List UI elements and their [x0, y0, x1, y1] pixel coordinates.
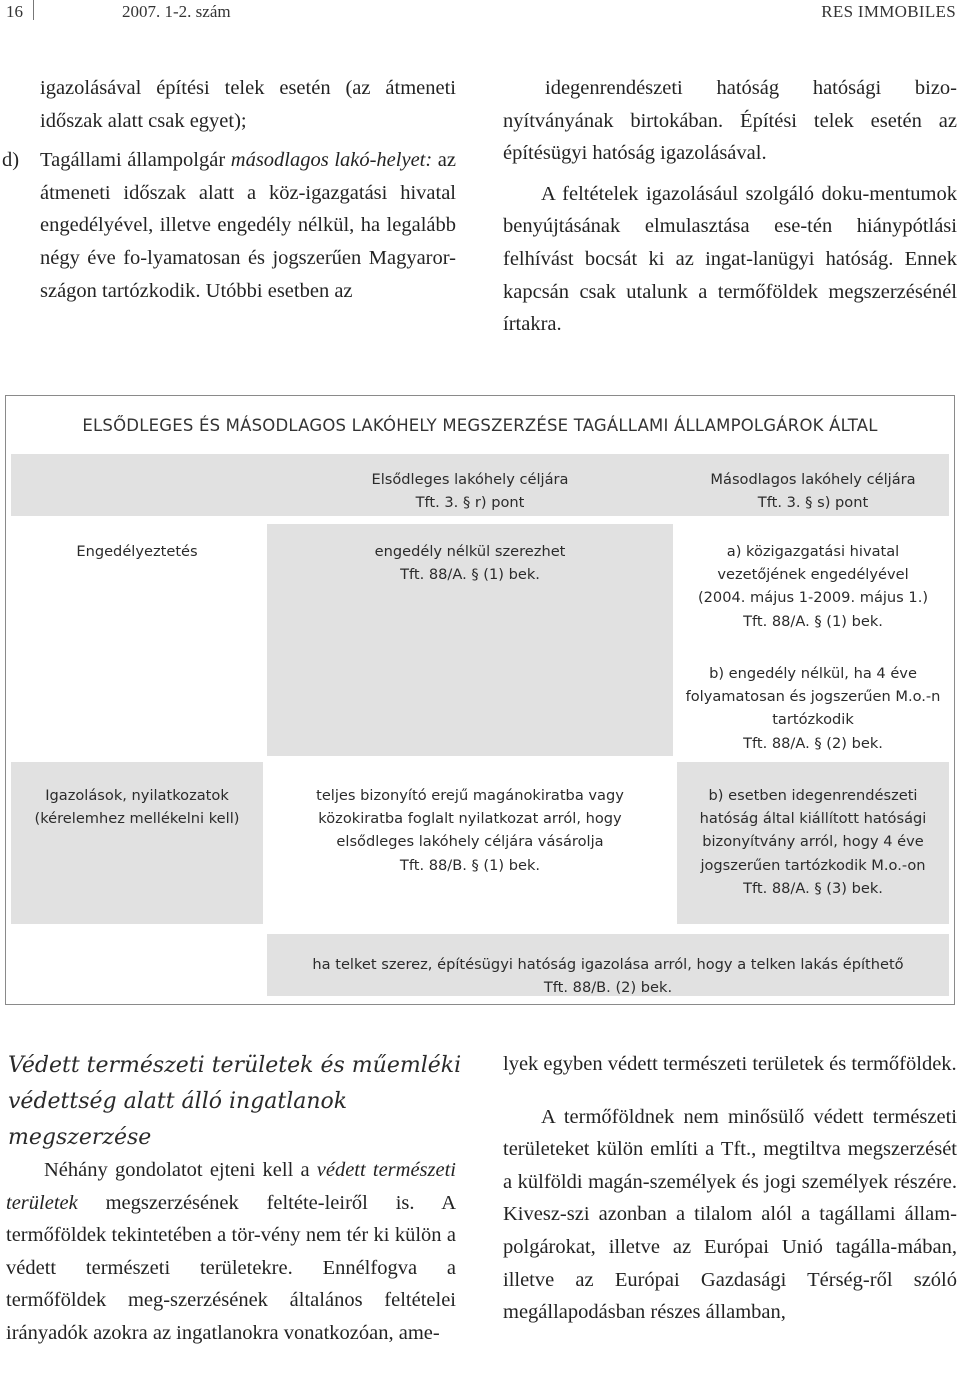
- page-number: 16: [6, 2, 23, 21]
- emphasis-text: védett természeti területek: [6, 1159, 456, 1214]
- paragraph: Néhány gondolatot ejteni kell a védett természeti területek megszerzésének feltéte-leiről is. A termőföldek tekintetében a tör-vény nem tér ki külön a védett természeti területekre. Ennélfogva a termőföldek meg-szerzésének általános feltételei irányadók azokra az ingatlanokra vonatkozóan, ame-: [6, 1159, 456, 1344]
- lakohely-table: [5, 395, 955, 1005]
- right-column-bottom: [503, 1048, 957, 1329]
- header-primary: Elsődleges lakóhely céljára Tft. 3. § r) pont: [371, 471, 569, 512]
- paragraph: A termőföldnek nem minősülő védett természeti területeket külön említi a Tft., megtiltva megszerzését a külföldi magán-személyek és jogi személyek részére. Kivesz-szi azonban a tilalom alól a tagállami állam-polgárokat, illetve az Európai Unió tagálla-mában, illetve az Európai Gazdasági Térség-ről szóló megállapodásban részes államban,: [503, 1105, 957, 1324]
- cell-secondary-engedely-b: b) engedély nélkül, ha 4 éve folyamatosan és jogszerűen M.o.-n tartózkodik Tft. 88/A. § (2) bek.: [685, 665, 941, 752]
- cell-telek-note: ha telket szerez, építésügyi hatóság igazolása arról, hogy a telken lakás építhető Tft. 88/B. (2) bek.: [312, 956, 904, 997]
- paragraph: A feltételek igazolásául szolgáló doku-mentumok benyújtásának elmulasztása ese-tén hiánypótlási felhívást bocsát ki az ingat-lanügyi hatóság. Ennek kapcsán csak utalunk a termőföldek megszerzésénél írtakra.: [503, 182, 957, 336]
- right-column-top: [503, 72, 957, 341]
- cell-primary-engedely: engedély nélkül szerezhet Tft. 88/A. § (1) bek.: [374, 543, 566, 584]
- paragraph: idegenrendészeti hatóság hatósági bizo-nyítványának birtokában. Építési telek esetén az építésügyi hatóság igazolásával.: [503, 77, 957, 165]
- left-column-top: [2, 72, 457, 307]
- list-item-d: d) Tagállami állampolgár másodlagos lakó-helyet: az átmeneti időszak alatt a köz-igazgatási hivatal engedélyével, illetve engedély nélkül, ha legalább négy éve fo-lyamatosan és jogszerűen Magyaror-szágon tartózkodik. Utóbbi esetben az: [2, 144, 456, 307]
- continuation-paragraph: igazolásával építési telek esetén (az átmeneti időszak alatt csak egyet);: [40, 77, 457, 132]
- page-header: [0, 0, 960, 26]
- issue-label: 2007. 1-2. szám: [122, 2, 231, 21]
- cell-secondary-igazolas: b) esetben idegenrendészeti hatóság által kiállított hatósági bizonyítvány arról, hogy 4 éve jogszerűen tartózkodik M.o.-on Tft. 88/A. § (3) bek.: [699, 787, 927, 897]
- cell-primary-igazolas: teljes bizonyító erejű magánokiratba vagy közokiratba foglalt nyilatkozat arról, hogy elsődleges lakóhely céljára vásárolja Tft. 88/B. § (1) bek.: [316, 787, 624, 874]
- paragraph: lyek egyben védett természeti területek és termőföldek.: [503, 1053, 957, 1075]
- left-column-bottom: [6, 1154, 456, 1350]
- list-label-d: d): [2, 149, 20, 172]
- row-label-engedelyeztetes: Engedélyeztetés: [76, 543, 198, 560]
- journal-name: RES IMMOBILES: [821, 2, 956, 21]
- emphasis-text: másodlagos lakó-helyet:: [230, 149, 433, 172]
- header-secondary: Másodlagos lakóhely céljára Tft. 3. § s) pont: [710, 471, 916, 512]
- header-separator: [33, 0, 34, 20]
- cell-secondary-engedely-a: a) közigazgatási hivatal vezetőjének engedélyével (2004. május 1-2009. május 1.) Tft. 88/A. § (1) bek.: [697, 543, 929, 630]
- row-label-igazolasok: Igazolások, nyilatkozatok (kérelemhez mellékelni kell): [34, 787, 240, 828]
- table-title: ELSŐDLEGES ÉS MÁSODLAGOS LAKÓHELY MEGSZERZÉSE TAGÁLLAMI ÁLLAMPOLGÁROK ÁLTAL: [82, 416, 878, 435]
- section-title: Védett természeti területek és műemléki védettség alatt álló ingatlanok megszerzése: [8, 1053, 462, 1150]
